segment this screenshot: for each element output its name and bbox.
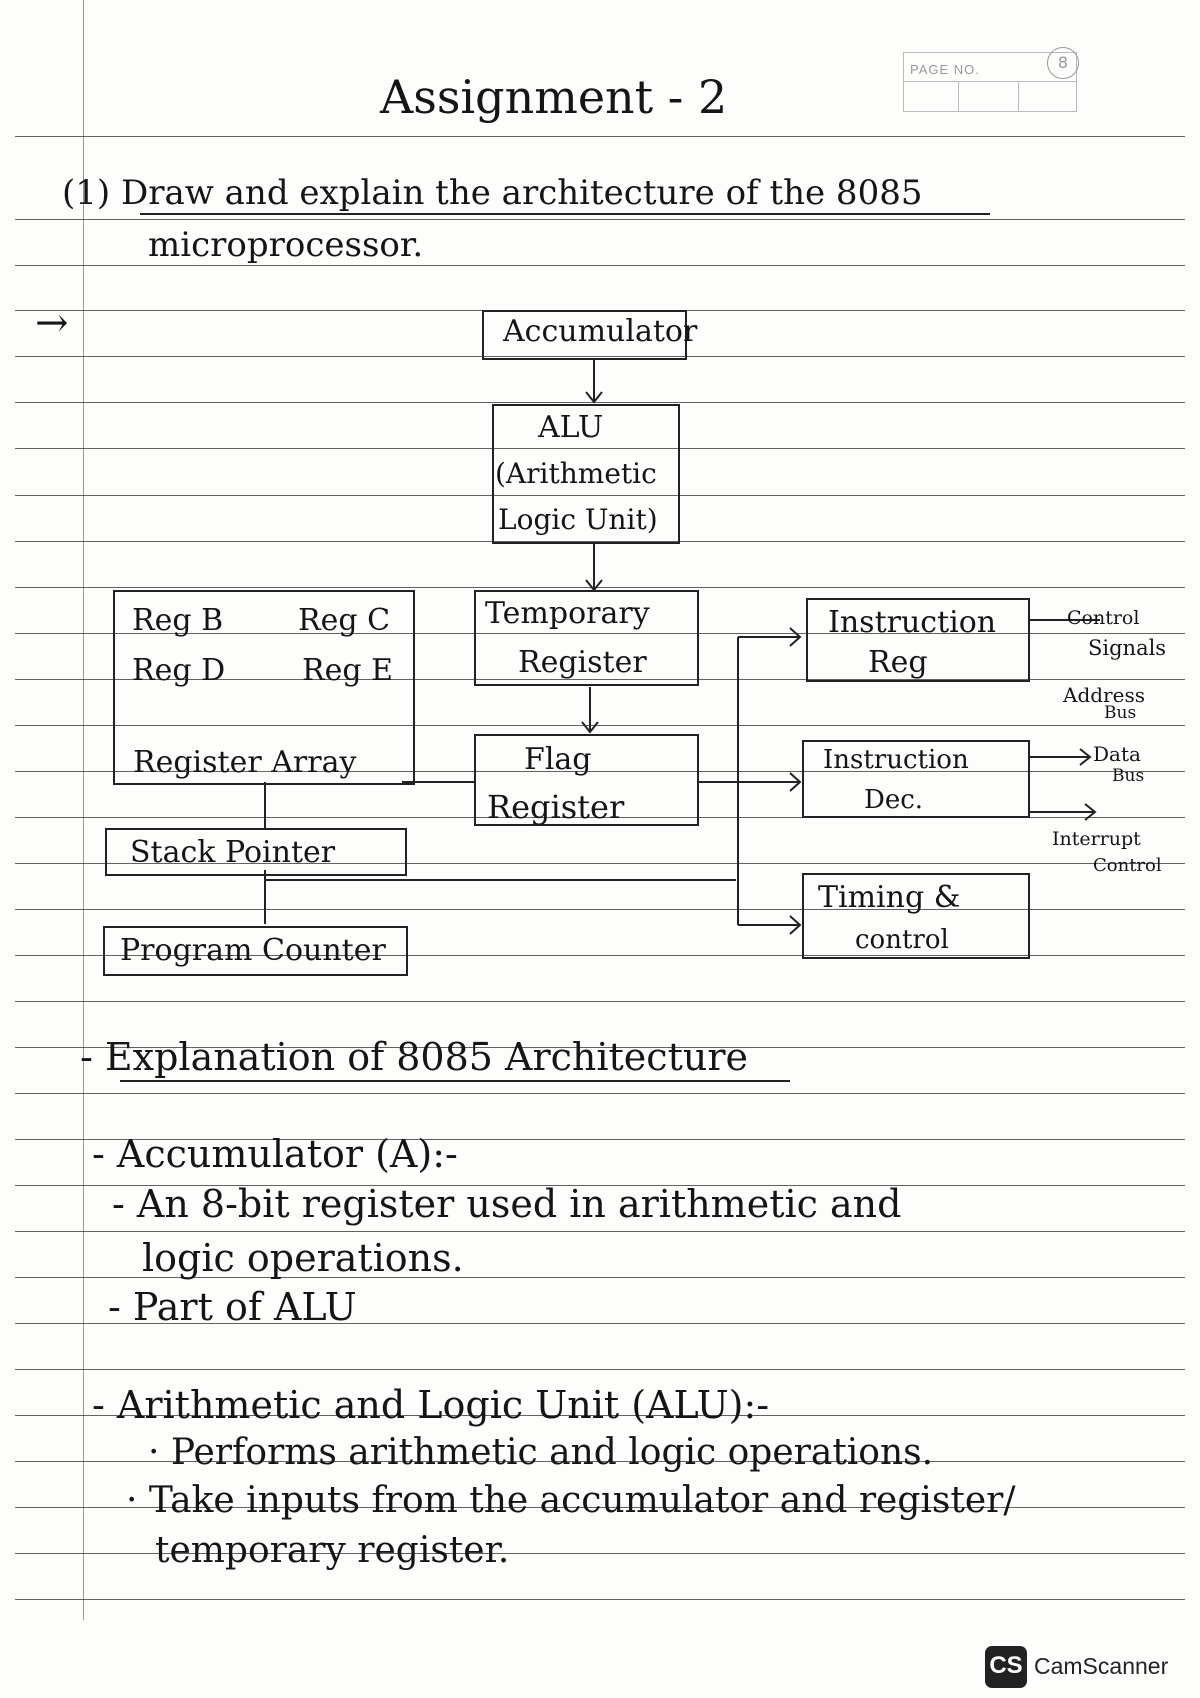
instruction-decoder-label-2: Dec. [864, 785, 924, 815]
accumulator-point-1-cont: logic operations. [142, 1236, 464, 1280]
address-bus-label-1: Address [1063, 683, 1145, 707]
accumulator-label: Accumulator [503, 314, 698, 349]
alu-point-2-cont: temporary register. [155, 1530, 510, 1571]
accumulator-point-2: - Part of ALU [108, 1285, 357, 1329]
data-bus-label-2: Bus [1112, 766, 1145, 786]
camscanner-logo: CS [985, 1646, 1027, 1688]
instruction-register-label-2: Reg [868, 645, 928, 680]
alu-label-2: (Arithmetic [495, 457, 657, 490]
page-number-label: PAGE NO. [910, 62, 980, 77]
timing-control-label-2: control [855, 925, 949, 955]
reg-e-label: Reg E [302, 653, 393, 688]
control-signals-label-1: Control [1067, 607, 1140, 629]
reg-d-label: Reg D [132, 653, 226, 688]
stack-pointer-label: Stack Pointer [130, 835, 336, 870]
alu-point-2: · Take inputs from the accumulator and register/ [126, 1480, 1016, 1521]
temporary-register-label-1: Temporary [485, 596, 650, 631]
page-title: Assignment - 2 [380, 70, 728, 124]
alu-label-1: ALU [538, 410, 604, 445]
camscanner-brand: CamScanner [1034, 1653, 1169, 1679]
explanation-underline [120, 1080, 790, 1082]
instruction-decoder-label-1: Instruction [823, 745, 969, 775]
interrupt-control-label-2: Control [1093, 855, 1162, 876]
flag-register-label-2: Register [487, 788, 625, 826]
explanation-heading: - Explanation of 8085 Architecture [80, 1035, 748, 1079]
alu-heading: - Arithmetic and Logic Unit (ALU):- [92, 1383, 770, 1427]
reg-b-label: Reg B [132, 603, 224, 638]
register-array-label: Register Array [133, 745, 357, 780]
question-line-2: microprocessor. [148, 225, 424, 265]
control-signals-label-2: Signals [1088, 636, 1167, 660]
program-counter-label: Program Counter [120, 933, 386, 968]
alu-point-1: · Performs arithmetic and logic operations. [148, 1432, 934, 1473]
data-bus-label-1: Data [1093, 742, 1141, 766]
answer-arrow-icon: → [35, 300, 69, 346]
accumulator-heading: - Accumulator (A):- [92, 1132, 458, 1176]
question-line-1: (1) Draw and explain the architecture of the 8085 [62, 173, 923, 213]
timing-control-label-1: Timing & [818, 880, 961, 915]
alu-label-3: Logic Unit) [498, 503, 658, 536]
instruction-register-label-1: Instruction [828, 605, 997, 640]
temporary-register-label-2: Register [518, 645, 647, 680]
flag-register-label-1: Flag [524, 742, 592, 777]
address-bus-label-2: Bus [1104, 703, 1137, 723]
page-circle-number: 8 [1047, 47, 1079, 79]
reg-c-label: Reg C [298, 603, 391, 638]
interrupt-control-label-1: Interrupt [1052, 828, 1141, 850]
accumulator-point-1: - An 8-bit register used in arithmetic and [112, 1182, 902, 1226]
